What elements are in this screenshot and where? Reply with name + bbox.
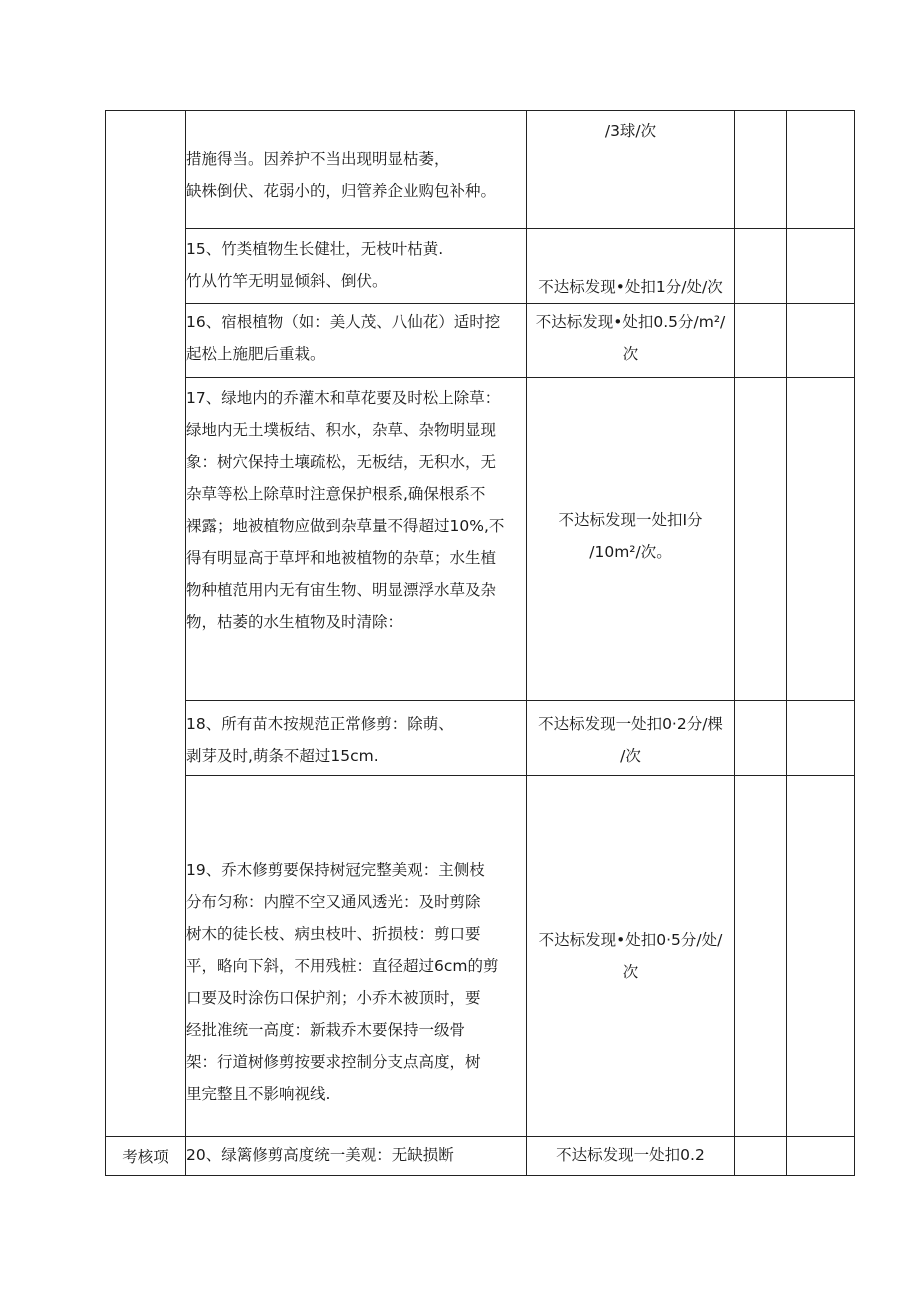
score-cell [735,111,787,229]
standard-line: /次 [620,747,641,765]
requirement-line: 经批准统一高度：新栽乔木要保持一级骨 [186,1021,466,1039]
remark-cell [787,111,855,229]
standard-cell [527,378,735,701]
table-row [106,701,855,776]
remark-cell [787,304,855,378]
standard-line: 不达标发现一处扣0.2 [556,1146,705,1164]
requirement-line: 得有明显高于草坪和地被植物的杂草；水生植 [186,549,497,567]
requirement-line: 物，枯萎的水生植物及时清除： [186,613,404,631]
requirement-cell [186,229,527,304]
requirement-line: 里完整且不影响视线. [186,1085,331,1103]
remark-cell [787,776,855,1137]
requirement-cell [186,776,527,1137]
requirement-cell [186,1137,527,1176]
remark-cell [787,229,855,304]
requirement-line: 起松上施肥后重栽。 [186,345,326,363]
requirement-line: 措施得当。因养护不当出现明显枯萎， [186,150,450,168]
table-row [106,378,855,701]
standard-line: 不达标发现•处扣0·5分/处/ [538,931,723,949]
table-row [106,1137,855,1176]
standard-line: 不达标发现•处扣0.5分/m²/ [535,313,726,331]
remark-cell [787,701,855,776]
requirement-line [186,111,526,143]
requirement-line: 19、乔木修剪要保持树冠完整美观：主侧枝 [186,861,485,879]
requirement-line: 裸露；地被植物应做到杂草量不得超过10%,不 [186,517,505,535]
standard-line: 不达标发现一处扣I分 [558,511,703,529]
table-row [106,776,855,1137]
requirement-line: 物种植范用内无有宙生物、明显漂浮水草及杂 [186,581,497,599]
standard-line: /10m²/次。 [589,543,672,561]
standard-cell [527,111,735,229]
remark-cell [787,378,855,701]
score-cell [735,776,787,1137]
table-row [106,304,855,378]
requirement-cell [186,304,527,378]
standard-cell [527,776,735,1137]
category-cell: 考核项 [106,1137,186,1176]
requirement-line: 17、绿地内的乔灌木和草花要及时松上除草： [186,389,501,407]
requirement-line: 杂草等松上除草时注意保护根系,确保根系不 [186,485,486,503]
score-cell [735,378,787,701]
standard-cell [527,701,735,776]
standard-line: 次 [622,963,639,981]
standard-line: 不达标发现一处扣0·2分/棵 [538,715,723,733]
standard-line: 次 [622,345,639,363]
requirement-line: 剥芽及时,萌条不超过15cm. [186,747,379,765]
requirement-line: 20、绿篱修剪高度统一美观：无缺损断 [186,1146,454,1164]
standard-cell [527,229,735,304]
score-cell [735,701,787,776]
requirement-line: 18、所有苗木按规范正常修剪：除萌、 [186,715,454,733]
standard-line: /3球/次 [604,122,657,140]
requirement-line: 竹从竹竿无明显倾斜、倒伏。 [186,272,388,290]
requirement-cell [186,378,527,701]
score-cell [735,304,787,378]
requirement-line: 口要及时涂伤口保护剂；小乔木被顶时，要 [186,989,481,1007]
table-row [106,229,855,304]
table-row [106,111,855,229]
requirement-line: 树木的徒长枝、病虫枝叶、折损枝：剪口要 [186,925,481,943]
score-cell [735,229,787,304]
score-cell [735,1137,787,1176]
requirement-line: 象：树穴保持土壤疏松，无板结，无积水，无 [186,453,497,471]
requirement-line: 平，略向下斜，不用残桩：直径超过6cm的剪 [186,957,499,975]
standard-cell [527,1137,735,1176]
requirement-line: 16、宿根植物（如：美人茂、八仙花）适时挖 [186,313,501,331]
requirement-cell [186,701,527,776]
requirement-cell [186,111,527,229]
standard-line: 不达标发现•处扣1分/处/次 [538,278,723,296]
standard-cell [527,304,735,378]
remark-cell [787,1137,855,1176]
requirement-line: 绿地内无土墣板结、积水，杂草、杂物明显现 [186,421,497,439]
category-cell [106,111,186,1137]
requirement-line: 缺株倒伏、花弱小的，归管养企业购包补种。 [186,182,497,200]
requirement-line: 15、竹类植物生长健壮，无枝叶枯黄. [186,240,444,258]
assessment-table [105,110,855,1176]
requirement-line: 架：行道树修剪按要求控制分支点高度，树 [186,1053,481,1071]
requirement-line: 分布匀称：内膛不空又通风透光：及时剪除 [186,893,481,911]
